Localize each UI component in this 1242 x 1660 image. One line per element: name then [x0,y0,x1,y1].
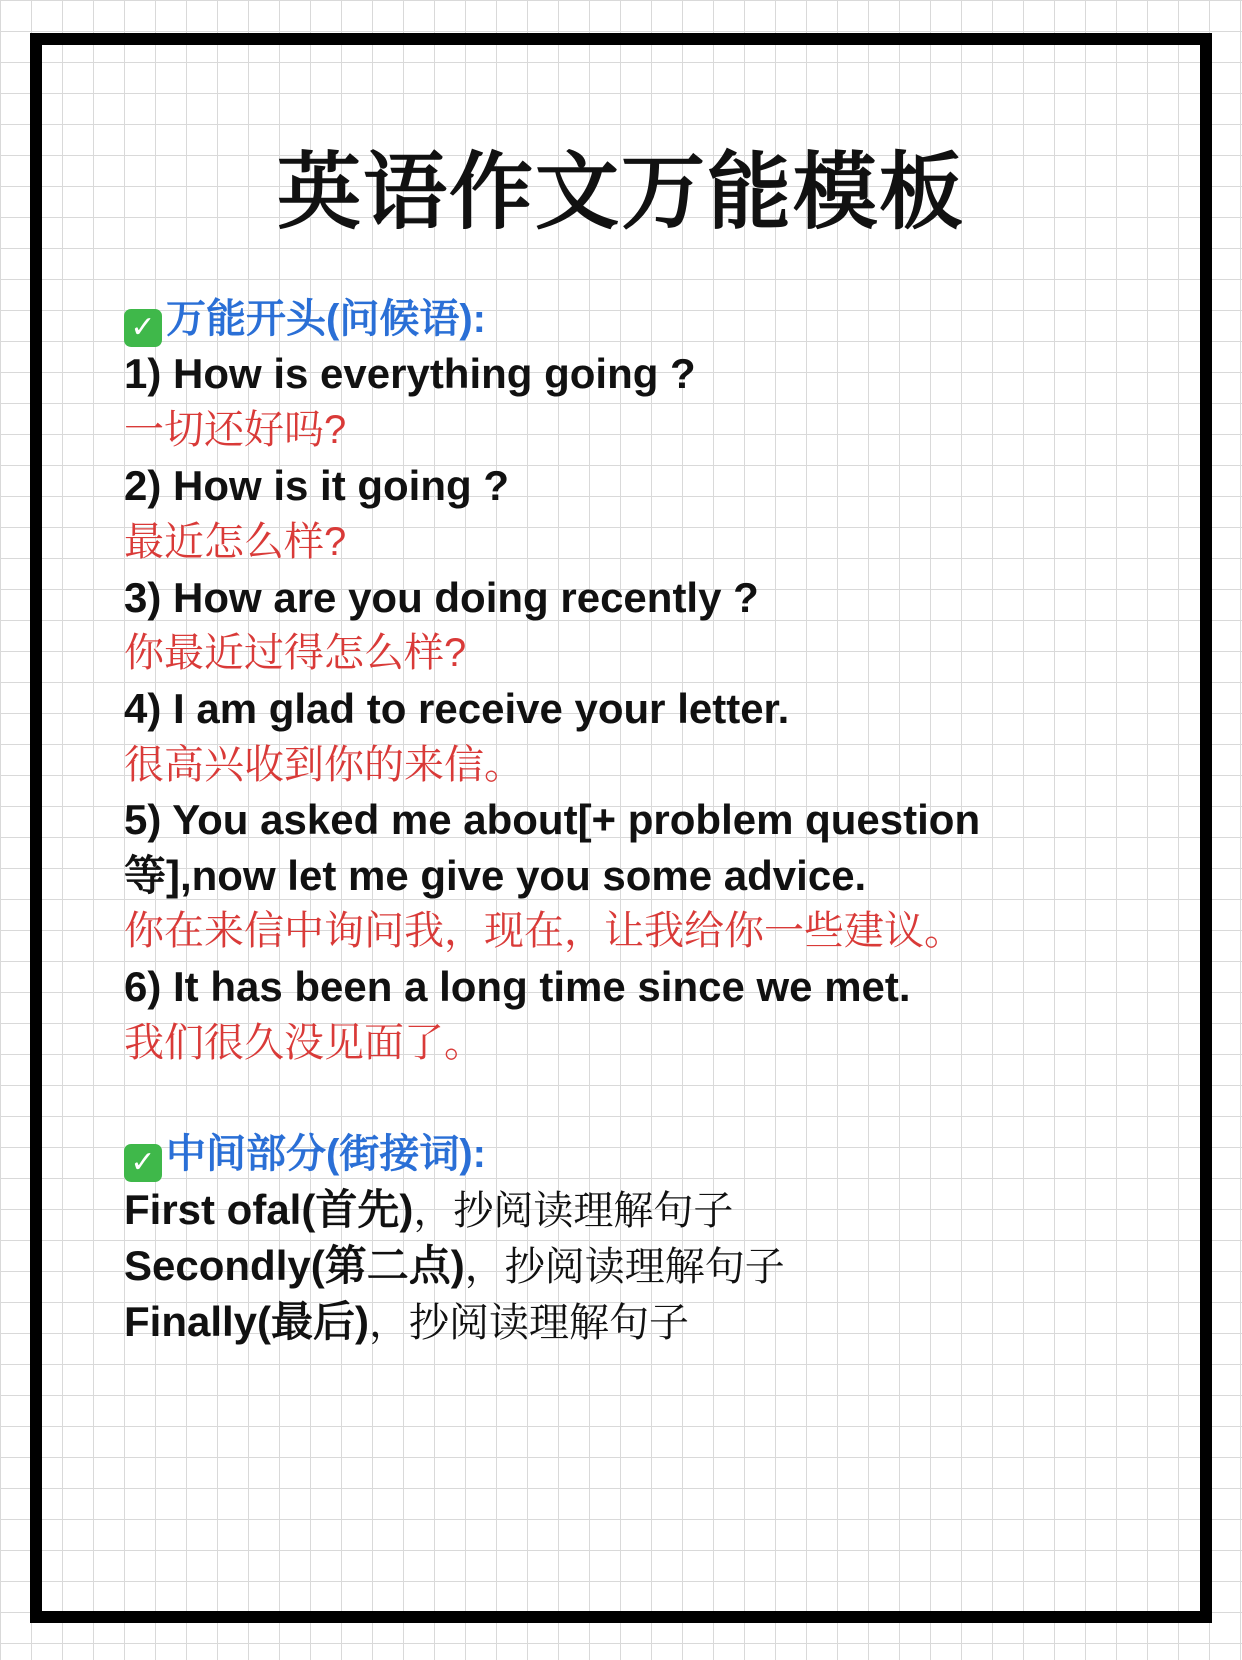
opening-phrase-2: 2) How is it going ? [124,462,509,509]
transition-rest: ，抄阅读理解句子 [369,1301,690,1345]
opening-translation-1: 一切还好吗? [124,408,347,452]
transition-phrase-3 [124,1295,689,1350]
transition-word: Secondly(第二点) [124,1242,465,1289]
opening-phrase-5-line2: 等],now let me give you some advice. [124,852,867,899]
transition-word: Finally(最后) [124,1298,370,1345]
section-heading-middle [124,1127,486,1182]
opening-translation-5: 你在来信中询问我，现在，让我给你一些建议。 [124,909,964,953]
section-heading-label: 万能开头(问候语): [166,297,486,341]
transition-word: First ofal(首先) [124,1186,414,1233]
opening-phrase-1: 1) How is everything going ? [124,350,696,397]
opening-phrase-3: 3) How are you doing recently ? [124,574,759,621]
transition-rest: ，抄阅读理解句子 [413,1189,734,1233]
transition-rest: ，抄阅读理解句子 [464,1245,785,1289]
check-mark-icon: ✓ [124,1144,162,1182]
section-heading-opening [124,292,486,347]
opening-translation-4: 很高兴收到你的来信。 [124,743,524,787]
opening-phrase-4: 4) I am glad to receive your letter. [124,685,790,732]
transition-phrase-1 [124,1183,733,1238]
section-heading-label: 中间部分(街接词): [166,1132,486,1176]
transition-phrase-2 [124,1239,785,1294]
page-title: 英语作文万能模板 [276,145,965,239]
opening-phrase-5-line1: 5) You asked me about[+ problem question [124,796,981,843]
opening-translation-2: 最近怎么样? [124,520,347,564]
opening-translation-3: 你最近过得怎么样? [124,631,467,675]
opening-phrase-6: 6) It has been a long time since we met. [124,963,911,1010]
check-mark-icon: ✓ [124,309,162,347]
opening-translation-6: 我们很久没见面了。 [124,1021,484,1065]
